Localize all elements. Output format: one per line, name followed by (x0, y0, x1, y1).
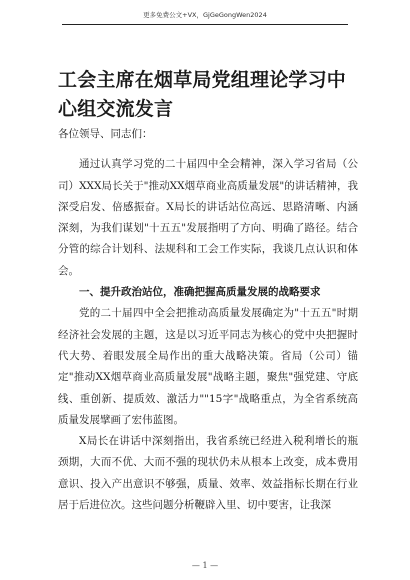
document-title: 工会主席在烟草局党组理论学习中心组交流发言 (58, 69, 347, 120)
header-note: 更多免费公文+VX，GjGeGongWen2024 (143, 11, 267, 19)
intro-paragraph: 通过认真学习党的二十届四中全会精神，深入学习省局（公司）XXX局长关于"推动XX烟草商业高质量发展"的讲话精神，我深受启发、倍感振奋。X局长的讲话站位高远、思路清晰、内涵深刻，为我们谋划"十五五"发展指明了方向、明确了路径。结合分管的综合计划科、法规科和工会工作实际，我谈几点认识和体会。 (58, 158, 358, 277)
document-body (58, 124, 358, 516)
header-divider (62, 24, 348, 25)
section-heading: 一、提升政治站位，准确把握高质量发展的战略要求 (79, 286, 321, 299)
body-paragraph: X局长在讲话中深刻指出，我省系统已经进入税利增长的瓶颈期，大而不优、大而不强的现状仍未从根本上改变，成本费用意识、投入产出意识不够强，质量、效率、效益指标长期在行业居于后进位次。这些问题分析鞭辟入里、切中要害，让我深 (58, 435, 358, 512)
page-number: — 1 — (191, 561, 219, 570)
body-paragraph: 党的二十届四中全会把推动高质量发展确定为"十五五"时期经济社会发展的主题，这是以习近平同志为核心的党中央把握时代大势、着眼发展全局作出的重大战略决策。省局（公司）锚定"推动XX烟草商业高质量发展"战略主题，聚焦"强党建、守底线、重创新、提质效、激活力""15字"战略重点，为全省系统高质量发展擘画了宏伟蓝图。 (58, 307, 358, 426)
salutation: 各位领导、同志们： (58, 128, 153, 140)
